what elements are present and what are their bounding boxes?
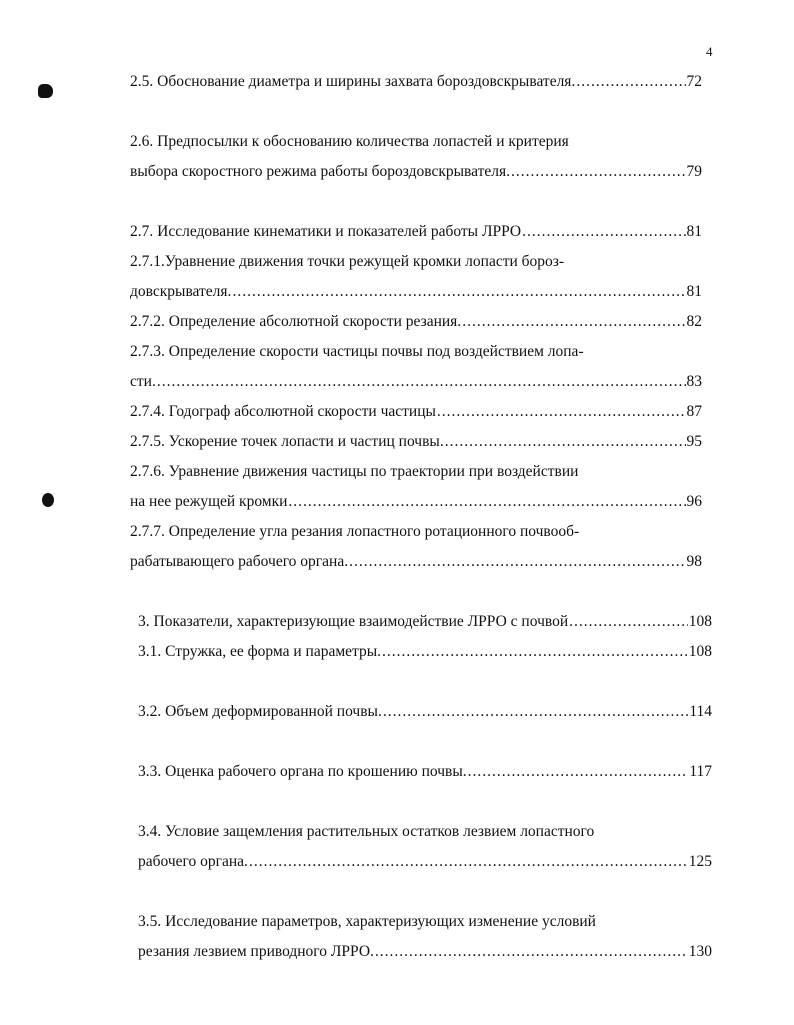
toc-leader (383, 702, 688, 722)
toc-entry (130, 222, 702, 242)
toc-entry-page: 82 (686, 313, 702, 330)
toc-leader (249, 852, 688, 872)
toc-entry-page: 117 (689, 763, 712, 780)
toc-entry (138, 612, 712, 632)
toc-entry-title: выбора скоростного режима работы бороздовскрывателя. (130, 163, 511, 180)
toc-entry (130, 372, 702, 392)
toc-entry-title: 3.2. Объем деформированной почвы. (138, 703, 382, 720)
toc-entry-page: 108 (688, 643, 712, 660)
toc-entry-title: довскрывателя. (130, 283, 232, 300)
toc-entry-page: 130 (688, 943, 712, 960)
toc-leader (576, 72, 685, 92)
toc-entry-title: сти. (130, 373, 156, 390)
toc-entry-title: рабочего органа. (138, 853, 248, 870)
toc-entry-page: 96 (686, 493, 702, 510)
toc-entry (138, 852, 712, 872)
toc-entry (138, 702, 712, 722)
toc-entry-page: 125 (688, 853, 712, 870)
toc-entry-page: 83 (686, 373, 702, 390)
toc-entry-title: рабатывающего рабочего органа. (130, 553, 349, 570)
toc-entry-page: 108 (688, 613, 712, 630)
toc-entry-line: 2.7.6. Уравнение движения частицы по траектории при воздействии (130, 463, 579, 480)
toc-entry-title: 2.7.5. Ускорение точек лопасти и частиц почвы. (130, 433, 444, 450)
toc-entry-title: 3.1. Стружка, ее форма и параметры. (138, 643, 382, 660)
toc-entry-line: 2.7.3. Определение скорости частицы почвы под воздействием лопа- (130, 343, 584, 360)
toc-entry-title: 2.7. Исследование кинематики и показателей работы ЛРРО (130, 223, 522, 240)
toc-leader (468, 762, 689, 782)
toc-leader (157, 372, 686, 392)
toc-entry (130, 552, 702, 572)
scan-mark (38, 84, 53, 98)
toc-leader (445, 432, 686, 452)
toc-entry (130, 282, 702, 302)
toc-entry (130, 312, 702, 332)
toc-entry-title: 2.7.2. Определение абсолютной скорости резания. (130, 313, 462, 330)
toc-entry (130, 402, 702, 422)
toc-leader (462, 312, 685, 332)
toc-entry-page: 98 (686, 553, 702, 570)
scan-mark (42, 493, 54, 507)
toc-leader (375, 942, 688, 962)
toc-entry (130, 492, 702, 512)
toc-leader (232, 282, 685, 302)
toc-leader (288, 492, 685, 512)
toc-entry-page: 87 (686, 403, 702, 420)
toc-entry-page: 95 (686, 433, 702, 450)
toc-entry (130, 162, 702, 182)
toc-entry (138, 942, 712, 962)
toc-entry-title: 3. Показатели, характеризующие взаимодействие ЛРРО с почвой (138, 613, 569, 630)
toc-entry (138, 642, 712, 662)
toc-leader (569, 612, 688, 632)
toc-entry-title: 2.7.4. Годограф абсолютной скорости частицы (130, 403, 436, 420)
toc-entry-page: 81 (686, 223, 702, 240)
toc-entry-line: 3.5. Исследование параметров, характеризующих изменение условий (138, 913, 596, 930)
toc-leader (522, 222, 685, 242)
toc-entry (130, 432, 702, 452)
toc-entry-page: 72 (686, 73, 702, 90)
toc-leader (511, 162, 685, 182)
toc-entry-title: 2.5. Обоснование диаметра и ширины захвата бороздовскрывателя. (130, 73, 576, 90)
toc-entry-title: 3.3. Оценка рабочего органа по крошению почвы. (138, 763, 467, 780)
toc-leader (437, 402, 686, 422)
toc-entry-title: на нее режущей кромки (130, 493, 288, 510)
toc-leader (349, 552, 685, 572)
toc-leader (382, 642, 688, 662)
toc-entry-title: резания лезвием приводного ЛРРО. (138, 943, 374, 960)
toc-entry-line: 2.7.7. Определение угла резания лопастного ротационного почвооб- (130, 523, 580, 540)
toc-entry-line: 2.7.1.Уравнение движения точки режущей кромки лопасти бороз- (130, 253, 565, 270)
toc-entry-line: 2.6. Предпосылки к обоснованию количества лопастей и критерия (130, 133, 569, 150)
page-number: 4 (706, 44, 713, 59)
toc-entry-page: 79 (686, 163, 702, 180)
toc-entry (138, 762, 712, 782)
toc-entry-page: 114 (689, 703, 712, 720)
toc-entry (130, 72, 702, 92)
toc-entry-page: 81 (686, 283, 702, 300)
toc-entry-line: 3.4. Условие защемления растительных остатков лезвием лопастного (138, 823, 595, 840)
